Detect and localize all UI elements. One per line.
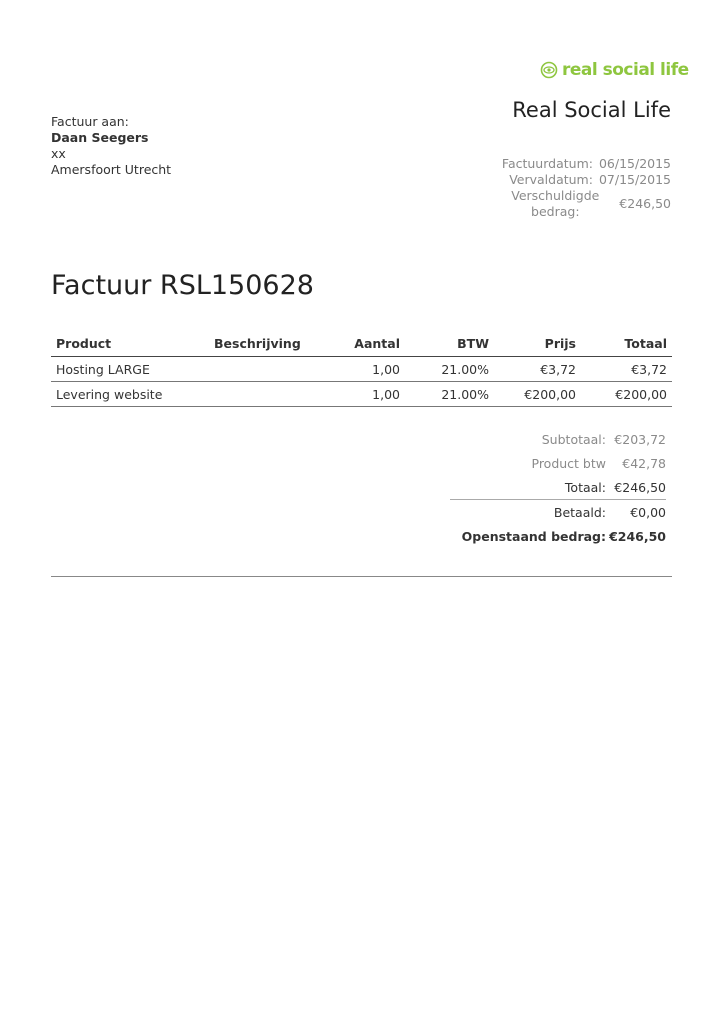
logo-text: real social life xyxy=(562,59,689,80)
total-row xyxy=(450,475,666,500)
table-row xyxy=(51,382,672,407)
cell-price: €3,72 xyxy=(494,357,581,382)
company-name: Real Social Life xyxy=(512,98,671,122)
invoice-title: Factuur RSL150628 xyxy=(51,270,314,301)
due-date-row xyxy=(502,172,671,188)
subtotal-label: Subtotaal: xyxy=(541,431,606,447)
cell-vat: 21.00% xyxy=(405,357,494,382)
paid-label: Betaald: xyxy=(553,504,606,520)
table-row xyxy=(51,357,672,382)
cell-total: €200,00 xyxy=(581,382,672,407)
bottom-divider xyxy=(51,576,672,577)
eye-logo-icon xyxy=(540,61,558,79)
invoice-date-row xyxy=(502,156,671,172)
company-logo xyxy=(540,58,689,82)
cell-quantity: 1,00 xyxy=(319,382,405,407)
column-header-vat: BTW xyxy=(405,330,494,357)
tax-row xyxy=(450,451,666,475)
tax-label: Product btw xyxy=(531,455,606,471)
amount-due-label: Verschuldigde bedrag: xyxy=(511,188,600,219)
bill-to-label: Factuur aan: xyxy=(51,114,129,129)
amount-due-row xyxy=(502,188,671,220)
due-date-label: Vervaldatum: xyxy=(509,172,593,187)
outstanding-label: Openstaand bedrag: xyxy=(461,528,606,544)
column-header-quantity: Aantal xyxy=(319,330,405,357)
cell-total: €3,72 xyxy=(581,357,672,382)
column-header-description: Beschrijving xyxy=(209,330,319,357)
cell-description xyxy=(209,382,319,407)
cell-quantity: 1,00 xyxy=(319,357,405,382)
subtotal-row xyxy=(450,427,666,451)
tax-value: €42,78 xyxy=(622,455,666,471)
cell-description xyxy=(209,357,319,382)
cell-product: Hosting LARGE xyxy=(51,357,209,382)
customer-address-line2: Amersfoort Utrecht xyxy=(51,162,172,177)
cell-product: Levering website xyxy=(51,382,209,407)
invoice-date-value: 06/15/2015 xyxy=(598,156,671,171)
cell-price: €200,00 xyxy=(494,382,581,407)
subtotal-value: €203,72 xyxy=(614,431,666,447)
column-header-price: Prijs xyxy=(494,330,581,357)
due-date-value: 07/15/2015 xyxy=(598,172,671,187)
paid-row xyxy=(450,500,666,524)
invoice-meta xyxy=(502,156,671,220)
paid-value: €0,00 xyxy=(630,504,666,520)
invoice-items-table xyxy=(51,330,672,407)
outstanding-value: €246,50 xyxy=(609,528,666,544)
cell-vat: 21.00% xyxy=(405,382,494,407)
amount-due-value: €246,50 xyxy=(619,196,671,211)
customer-name: Daan Seegers xyxy=(51,130,149,145)
bill-to-block xyxy=(51,114,171,178)
total-label: Totaal: xyxy=(564,479,606,495)
table-header-row xyxy=(51,330,672,357)
column-header-product: Product xyxy=(51,330,209,357)
total-value: €246,50 xyxy=(614,479,666,495)
invoice-date-label: Factuurdatum: xyxy=(501,156,593,171)
customer-address-line1: xx xyxy=(51,146,66,161)
totals-block xyxy=(450,427,666,548)
column-header-total: Totaal xyxy=(581,330,672,357)
outstanding-row xyxy=(450,524,666,548)
